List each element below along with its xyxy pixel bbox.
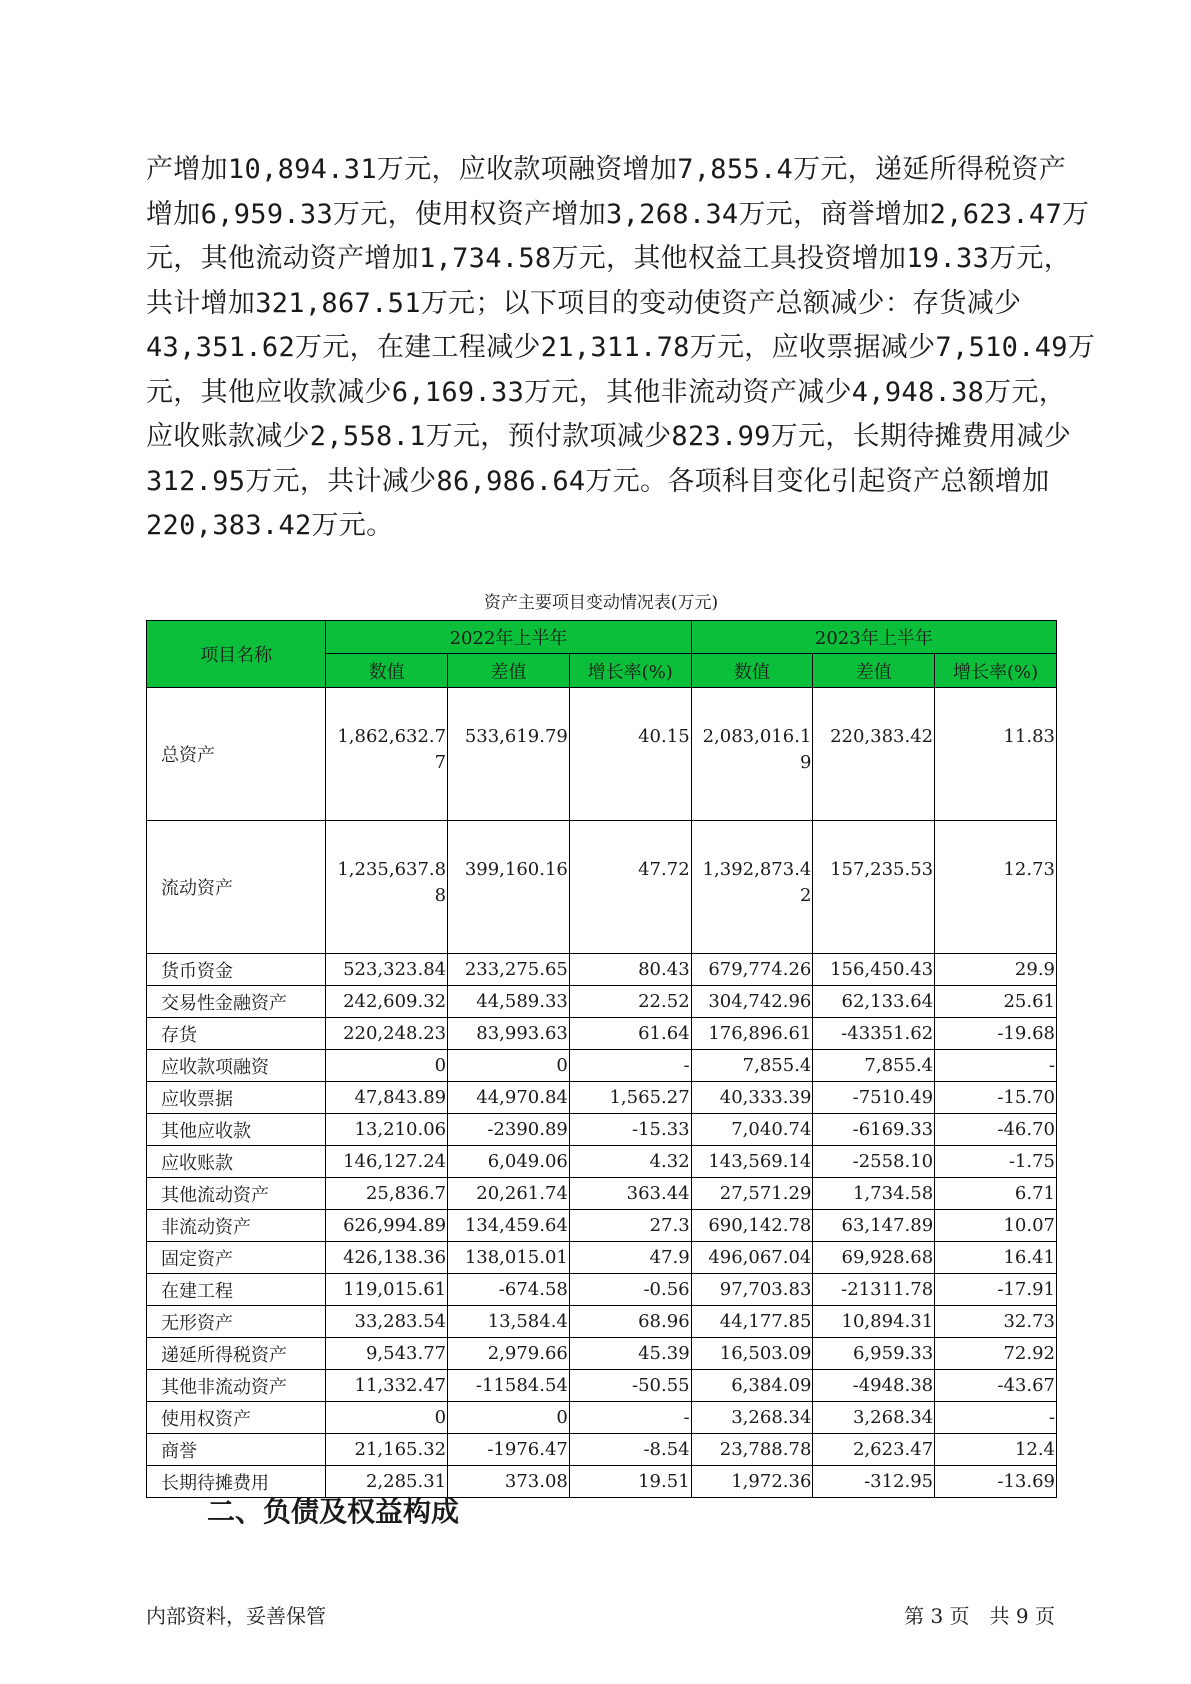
cell-item-name: 其他流动资产: [147, 1178, 326, 1210]
cell-2022-rate: -15.33: [569, 1114, 691, 1146]
paragraph-line: 增加6,959.33万元，使用权资产增加3,268.34万元，商誉增加2,623.47万: [146, 198, 1090, 230]
cell-2023-diff: 69,928.68: [813, 1242, 935, 1274]
cell-item-name: 长期待摊费用: [147, 1466, 326, 1498]
cell-2022-value: 220,248.23: [326, 1018, 448, 1050]
cell-2022-diff: -2390.89: [448, 1114, 570, 1146]
paragraph-line: 应收账款减少2,558.1万元，预付款项减少823.99万元，长期待摊费用减少: [146, 421, 1072, 452]
cell-2023-value: 27,571.29: [691, 1178, 813, 1210]
cell-2023-diff: 10,894.31: [813, 1306, 935, 1338]
cell-2022-value: 1,862,632.77: [326, 688, 448, 821]
cell-2023-rate: -19.68: [935, 1018, 1057, 1050]
cell-2022-rate: 45.39: [569, 1338, 691, 1370]
cell-2022-diff: 44,589.33: [448, 986, 570, 1018]
cell-2022-diff: 138,015.01: [448, 1242, 570, 1274]
cell-2022-diff: 2,979.66: [448, 1338, 570, 1370]
table-row: [147, 688, 1057, 821]
cell-2023-diff: 1,734.58: [813, 1178, 935, 1210]
paragraph-line: 共计增加321,867.51万元；以下项目的变动使资产总额减少：存货减少: [146, 287, 1022, 319]
cell-2022-rate: 47.72: [569, 821, 691, 954]
cell-2022-value: 146,127.24: [326, 1146, 448, 1178]
table-row: [147, 1082, 1057, 1114]
cell-2022-diff: 13,584.4: [448, 1306, 570, 1338]
cell-2022-value: 21,165.32: [326, 1434, 448, 1466]
table-row: [147, 986, 1057, 1018]
cell-item-name: 递延所得税资产: [147, 1338, 326, 1370]
cell-2022-rate: 27.3: [569, 1210, 691, 1242]
cell-2023-rate: 11.83: [935, 688, 1057, 821]
footer-confidential: 内部资料，妥善保管: [146, 1604, 326, 1628]
header-2022: 2022年上半年: [326, 621, 691, 654]
cell-2022-rate: 40.15: [569, 688, 691, 821]
cell-2022-rate: 363.44: [569, 1178, 691, 1210]
table-row: [147, 1050, 1057, 1082]
cell-item-name: 其他应收款: [147, 1114, 326, 1146]
cell-item-name: 无形资产: [147, 1306, 326, 1338]
cell-2023-rate: 12.4: [935, 1434, 1057, 1466]
cell-2023-rate: -46.70: [935, 1114, 1057, 1146]
cell-2022-value: 13,210.06: [326, 1114, 448, 1146]
cell-item-name: 使用权资产: [147, 1402, 326, 1434]
paragraph-line: 产增加10,894.31万元，应收款项融资增加7,855.4万元，递延所得税资产: [146, 154, 1067, 185]
cell-item-name: 应收票据: [147, 1082, 326, 1114]
cell-2023-rate: 6.71: [935, 1178, 1057, 1210]
cell-2022-diff: -1976.47: [448, 1434, 570, 1466]
cell-2023-diff: -6169.33: [813, 1114, 935, 1146]
cell-2023-diff: 156,450.43: [813, 954, 935, 986]
table-row: [147, 1146, 1057, 1178]
cell-2022-diff: 44,970.84: [448, 1082, 570, 1114]
cell-item-name: 其他非流动资产: [147, 1370, 326, 1402]
cell-2023-value: 1,972.36: [691, 1466, 813, 1498]
cell-2023-diff: -2558.10: [813, 1146, 935, 1178]
cell-2023-rate: -: [935, 1050, 1057, 1082]
cell-2023-diff: -312.95: [813, 1466, 935, 1498]
cell-2023-value: 496,067.04: [691, 1242, 813, 1274]
cell-2023-diff: -43351.62: [813, 1018, 935, 1050]
cell-2023-value: 7,040.74: [691, 1114, 813, 1146]
cell-2022-rate: -: [569, 1050, 691, 1082]
cell-2023-diff: 63,147.89: [813, 1210, 935, 1242]
table-row: [147, 1242, 1057, 1274]
section-title: 二、负债及权益构成: [207, 1495, 460, 1528]
cell-2022-diff: 6,049.06: [448, 1146, 570, 1178]
cell-2022-rate: 61.64: [569, 1018, 691, 1050]
table-row: [147, 1370, 1057, 1402]
cell-2023-rate: 32.73: [935, 1306, 1057, 1338]
cell-2023-rate: -1.75: [935, 1146, 1057, 1178]
cell-2023-diff: 3,268.34: [813, 1402, 935, 1434]
table-row: [147, 1114, 1057, 1146]
table-row: [147, 1274, 1057, 1306]
cell-2022-rate: 68.96: [569, 1306, 691, 1338]
cell-2023-value: 690,142.78: [691, 1210, 813, 1242]
table-row: [147, 1402, 1057, 1434]
cell-2022-diff: -674.58: [448, 1274, 570, 1306]
cell-item-name: 货币资金: [147, 954, 326, 986]
header-2022-diff: 差值: [448, 654, 570, 688]
cell-2023-diff: 6,959.33: [813, 1338, 935, 1370]
cell-2023-rate: -43.67: [935, 1370, 1057, 1402]
cell-2022-diff: -11584.54: [448, 1370, 570, 1402]
cell-2023-value: 97,703.83: [691, 1274, 813, 1306]
cell-2023-value: 143,569.14: [691, 1146, 813, 1178]
table-row: [147, 1018, 1057, 1050]
paragraph-line: 220,383.42万元。: [146, 510, 394, 541]
header-2023: 2023年上半年: [691, 621, 1056, 654]
table-caption: 资产主要项目变动情况表(万元): [483, 593, 719, 613]
cell-2022-diff: 134,459.64: [448, 1210, 570, 1242]
cell-2022-rate: 19.51: [569, 1466, 691, 1498]
cell-2023-diff: -21311.78: [813, 1274, 935, 1306]
cell-2023-value: 40,333.39: [691, 1082, 813, 1114]
cell-item-name: 交易性金融资产: [147, 986, 326, 1018]
cell-2023-value: 44,177.85: [691, 1306, 813, 1338]
table-row: [147, 1338, 1057, 1370]
cell-2023-diff: -7510.49: [813, 1082, 935, 1114]
cell-2022-diff: 533,619.79: [448, 688, 570, 821]
cell-item-name: 应收款项融资: [147, 1050, 326, 1082]
cell-2022-rate: 4.32: [569, 1146, 691, 1178]
cell-2022-rate: -0.56: [569, 1274, 691, 1306]
cell-2022-value: 0: [326, 1050, 448, 1082]
cell-2023-rate: -17.91: [935, 1274, 1057, 1306]
cell-2023-value: 679,774.26: [691, 954, 813, 986]
paragraph-line: 元，其他应收款减少6,169.33万元，其他非流动资产减少4,948.38万元，: [146, 376, 1067, 408]
cell-2022-diff: 20,261.74: [448, 1178, 570, 1210]
cell-2023-value: 3,268.34: [691, 1402, 813, 1434]
header-2022-rate: 增长率(%): [569, 654, 691, 688]
cell-item-name: 存货: [147, 1018, 326, 1050]
cell-2023-value: 23,788.78: [691, 1434, 813, 1466]
cell-2022-diff: 233,275.65: [448, 954, 570, 986]
cell-2022-value: 426,138.36: [326, 1242, 448, 1274]
cell-2022-rate: -50.55: [569, 1370, 691, 1402]
cell-2023-value: 2,083,016.19: [691, 688, 813, 821]
cell-item-name: 固定资产: [147, 1242, 326, 1274]
cell-2023-value: 7,855.4: [691, 1050, 813, 1082]
cell-2023-value: 16,503.09: [691, 1338, 813, 1370]
cell-2023-rate: 72.92: [935, 1338, 1057, 1370]
cell-2022-rate: -: [569, 1402, 691, 1434]
header-2023-diff: 差值: [813, 654, 935, 688]
cell-2023-value: 1,392,873.42: [691, 821, 813, 954]
cell-2022-value: 119,015.61: [326, 1274, 448, 1306]
paragraph-line: 312.95万元，共计减少86,986.64万元。各项科目变化引起资产总额增加: [146, 465, 1050, 497]
cell-2022-value: 25,836.7: [326, 1178, 448, 1210]
cell-2022-value: 1,235,637.88: [326, 821, 448, 954]
cell-2023-diff: -4948.38: [813, 1370, 935, 1402]
cell-2023-value: 176,896.61: [691, 1018, 813, 1050]
cell-2023-rate: 25.61: [935, 986, 1057, 1018]
cell-2022-value: 11,332.47: [326, 1370, 448, 1402]
header-2023-rate: 增长率(%): [935, 654, 1057, 688]
asset-change-table: [146, 620, 1057, 1498]
paragraph-line: 元，其他流动资产增加1,734.58万元，其他权益工具投资增加19.33万元，: [146, 243, 1072, 274]
cell-2023-rate: -: [935, 1402, 1057, 1434]
cell-2022-diff: 0: [448, 1050, 570, 1082]
cell-2022-value: 9,543.77: [326, 1338, 448, 1370]
cell-2023-diff: 157,235.53: [813, 821, 935, 954]
cell-2023-rate: -15.70: [935, 1082, 1057, 1114]
cell-2022-diff: 0: [448, 1402, 570, 1434]
cell-2023-rate: -13.69: [935, 1466, 1057, 1498]
table-row: [147, 1434, 1057, 1466]
cell-2023-value: 304,742.96: [691, 986, 813, 1018]
header-2022-value: 数值: [326, 654, 448, 688]
cell-2022-rate: -8.54: [569, 1434, 691, 1466]
cell-2022-value: 2,285.31: [326, 1466, 448, 1498]
cell-item-name: 非流动资产: [147, 1210, 326, 1242]
footer-page-number: 第 3 页 共 9 页: [904, 1604, 1055, 1628]
cell-2022-value: 523,323.84: [326, 954, 448, 986]
cell-2022-diff: 83,993.63: [448, 1018, 570, 1050]
cell-item-name: 在建工程: [147, 1274, 326, 1306]
table-row: [147, 1178, 1057, 1210]
cell-2023-diff: 7,855.4: [813, 1050, 935, 1082]
cell-2022-value: 33,283.54: [326, 1306, 448, 1338]
paragraph-line: 43,351.62万元，在建工程减少21,311.78万元，应收票据减少7,510.49万: [146, 332, 1096, 363]
cell-2023-rate: 29.9: [935, 954, 1057, 986]
cell-2023-rate: 12.73: [935, 821, 1057, 954]
cell-item-name: 流动资产: [147, 821, 326, 954]
cell-2022-rate: 1,565.27: [569, 1082, 691, 1114]
cell-item-name: 应收账款: [147, 1146, 326, 1178]
cell-2022-value: 242,609.32: [326, 986, 448, 1018]
body-paragraph: [146, 148, 1096, 549]
cell-2023-diff: 62,133.64: [813, 986, 935, 1018]
cell-2022-value: 626,994.89: [326, 1210, 448, 1242]
table-row: [147, 1210, 1057, 1242]
cell-item-name: 商誉: [147, 1434, 326, 1466]
cell-item-name: 总资产: [147, 688, 326, 821]
cell-2022-diff: 399,160.16: [448, 821, 570, 954]
cell-2022-rate: 80.43: [569, 954, 691, 986]
cell-2022-rate: 22.52: [569, 986, 691, 1018]
header-2023-value: 数值: [691, 654, 813, 688]
cell-2023-rate: 16.41: [935, 1242, 1057, 1274]
table-row: [147, 821, 1057, 954]
table-row: [147, 954, 1057, 986]
cell-2023-diff: 2,623.47: [813, 1434, 935, 1466]
cell-2022-diff: 373.08: [448, 1466, 570, 1498]
header-item-name: 项目名称: [147, 621, 326, 688]
table-row: [147, 1306, 1057, 1338]
cell-2023-diff: 220,383.42: [813, 688, 935, 821]
cell-2022-rate: 47.9: [569, 1242, 691, 1274]
cell-2022-value: 47,843.89: [326, 1082, 448, 1114]
cell-2022-value: 0: [326, 1402, 448, 1434]
cell-2023-value: 6,384.09: [691, 1370, 813, 1402]
cell-2023-rate: 10.07: [935, 1210, 1057, 1242]
